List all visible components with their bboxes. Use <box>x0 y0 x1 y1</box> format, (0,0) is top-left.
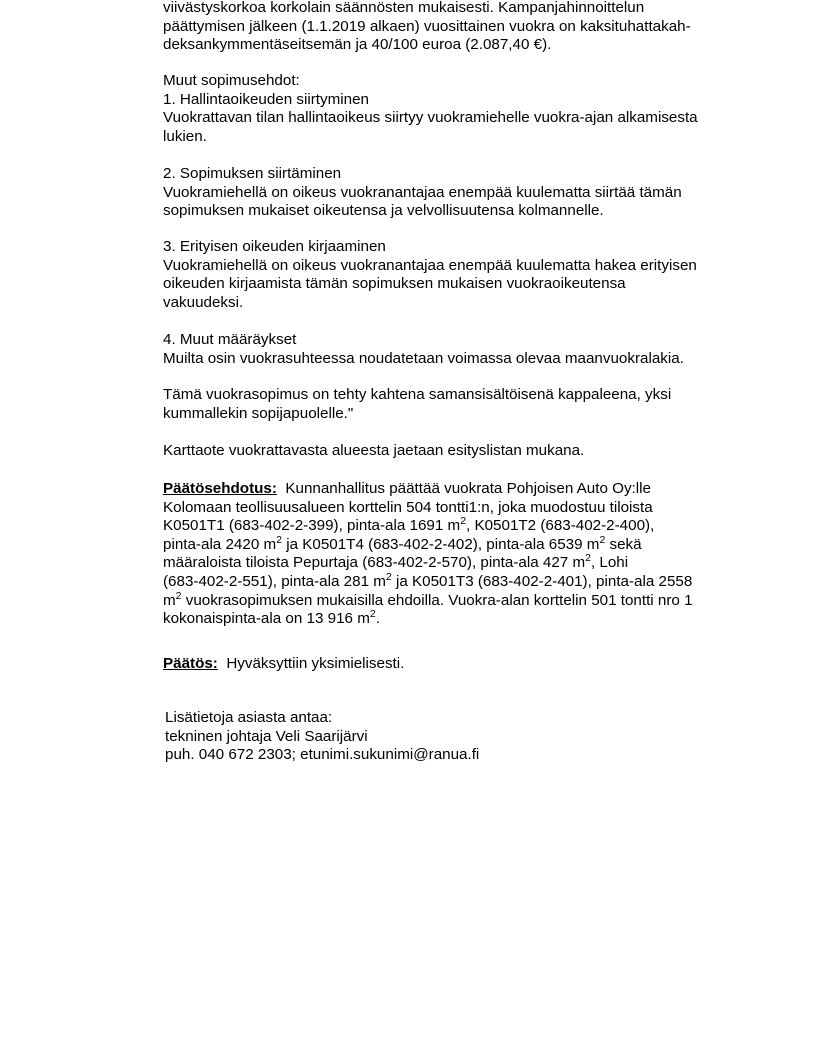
superscript: 2 <box>599 533 606 546</box>
text-segment: , Lohi <box>590 554 629 572</box>
section-label: Päätösehdotus: <box>163 480 277 497</box>
text-line <box>165 746 479 765</box>
paragraph-other-provisions <box>163 331 684 368</box>
text-segment: Muilta osin vuokrasuhteessa noudatetaan voimassa olevaa maanvuokralakia. <box>163 349 684 367</box>
paragraph-other-terms <box>163 72 698 146</box>
text-segment: ja K0501T4 (683-402-2-402), pinta-ala 6539 m <box>281 535 600 553</box>
text-segment: . <box>375 610 380 628</box>
text-line <box>163 275 697 294</box>
text-line <box>163 589 693 611</box>
text-segment: 2. Sopimuksen siirtäminen <box>163 165 342 182</box>
text-line <box>163 480 693 499</box>
text-line <box>163 184 682 203</box>
superscript: 2 <box>585 552 591 565</box>
text-segment: lukien. <box>163 127 207 145</box>
paragraph-map-note <box>163 442 584 461</box>
text-line <box>163 36 691 55</box>
text-segment: sopimuksen mukaiset oikeutensa ja velvollisuutensa kolmannelle. <box>163 202 604 220</box>
superscript: 2 <box>460 515 467 528</box>
text-segment: 4. Muut määräykset <box>163 331 297 348</box>
text-segment: 3. Erityisen oikeuden kirjaaminen <box>163 238 386 255</box>
text-segment: , K0501T2 (683-402-2-400), <box>466 517 655 535</box>
text-segment: m <box>163 591 176 609</box>
text-line <box>163 350 684 369</box>
superscript: 2 <box>276 533 282 546</box>
text-segment: K0501T1 (683-402-2-399), pinta-ala 1691 m <box>163 517 461 535</box>
text-segment: deksankymmentäseitsemän ja 40/100 euroa (2.087,40 €). <box>163 36 552 54</box>
text-line <box>163 91 698 110</box>
text-line <box>163 0 691 18</box>
text-line <box>163 72 698 91</box>
text-line <box>163 570 693 592</box>
text-segment: vakuudeksi. <box>163 293 244 311</box>
text-segment: ja K0501T3 (683-402-2-401), pinta-ala 2558 <box>391 572 693 590</box>
text-line <box>163 238 697 257</box>
text-segment: vuokrasopimuksen mukaisilla ehdoilla. Vuokra-alan korttelin 501 tontti nro 1 <box>181 591 693 609</box>
paragraph-copies <box>163 386 671 423</box>
text-segment: pinta-ala 2420 m <box>163 535 277 553</box>
text-segment: (683-402-2-551), pinta-ala 281 m <box>163 572 386 590</box>
text-line <box>163 533 693 555</box>
text-line <box>165 709 479 728</box>
text-line <box>163 610 693 629</box>
paragraph-decision <box>163 655 404 674</box>
text-line <box>163 554 693 573</box>
text-segment: Vuokrattavan tilan hallintaoikeus siirtyy vuokramiehelle vuokra-ajan alkamisesta <box>163 109 698 127</box>
superscript: 2 <box>385 570 392 583</box>
paragraph-proposal <box>163 480 693 629</box>
text-line <box>163 655 404 674</box>
text-line <box>163 202 682 221</box>
text-segment: kummallekin sopijapuolelle." <box>163 404 354 422</box>
text-segment: Hyväksyttiin yksimielisesti. <box>217 655 405 672</box>
text-line <box>163 165 682 184</box>
text-line <box>163 128 698 147</box>
superscript: 2 <box>369 608 376 621</box>
text-line <box>163 257 697 276</box>
text-line <box>163 405 671 424</box>
text-segment: määraloista tiloista Pepurtaja (683-402-2-570), pinta-ala 427 m <box>163 554 586 572</box>
text-segment: sekä <box>605 535 642 553</box>
text-segment: Vuokramiehellä on oikeus vuokranantajaa enempää kuulematta siirtää tämän <box>163 183 682 201</box>
paragraph-special-right <box>163 238 697 312</box>
text-line <box>165 728 479 747</box>
text-line <box>163 109 698 128</box>
text-segment: tekninen johtaja Veli Saarijärvi <box>165 727 368 745</box>
text-segment: Lisätietoja asiasta antaa: <box>165 709 333 726</box>
text-line <box>163 517 693 536</box>
text-line <box>163 18 691 37</box>
text-segment: Tämä vuokrasopimus on tehty kahtena samansisältöisenä kappaleena, yksi <box>163 386 672 403</box>
paragraph-transfer <box>163 165 682 221</box>
text-segment: viivästyskorkoa korkolain säännösten mukaisesti. Kampanjahinnoittelun <box>163 0 645 16</box>
text-segment: Karttaote vuokrattavasta alueesta jaetaan esityslistan mukana. <box>163 442 585 459</box>
text-segment: päättymisen jälkeen (1.1.2019 alkaen) vuosittainen vuokra on kaksituhattakah- <box>163 17 691 35</box>
text-segment: Kunnanhallitus päättää vuokrata Pohjoisen Auto Oy:lle <box>276 480 651 497</box>
superscript: 2 <box>175 589 182 602</box>
text-line <box>163 499 693 518</box>
text-segment: puh. 040 672 2303; etunimi.sukunimi@ranua.fi <box>165 746 480 764</box>
text-line <box>163 442 584 461</box>
paragraph-contact <box>165 709 479 765</box>
text-line <box>163 294 697 313</box>
text-line <box>163 386 671 405</box>
text-segment: Vuokramiehellä on oikeus vuokranantajaa enempää kuulematta hakea erityisen <box>163 256 697 274</box>
section-label: Päätös: <box>163 655 218 672</box>
text-segment: Muut sopimusehdot: <box>163 72 300 89</box>
paragraph-rent-terms <box>163 0 691 55</box>
text-segment: 1. Hallintaoikeuden siirtyminen <box>163 90 369 108</box>
text-segment: oikeuden kirjaamista tämän sopimuksen mukaisen vuokraoikeutensa <box>163 275 626 293</box>
text-line <box>163 331 684 350</box>
text-segment: kokonaispinta-ala on 13 916 m <box>163 610 370 628</box>
text-segment: Kolomaan teollisuusalueen korttelin 504 tontti1:n, joka muodostuu tiloista <box>163 498 653 516</box>
